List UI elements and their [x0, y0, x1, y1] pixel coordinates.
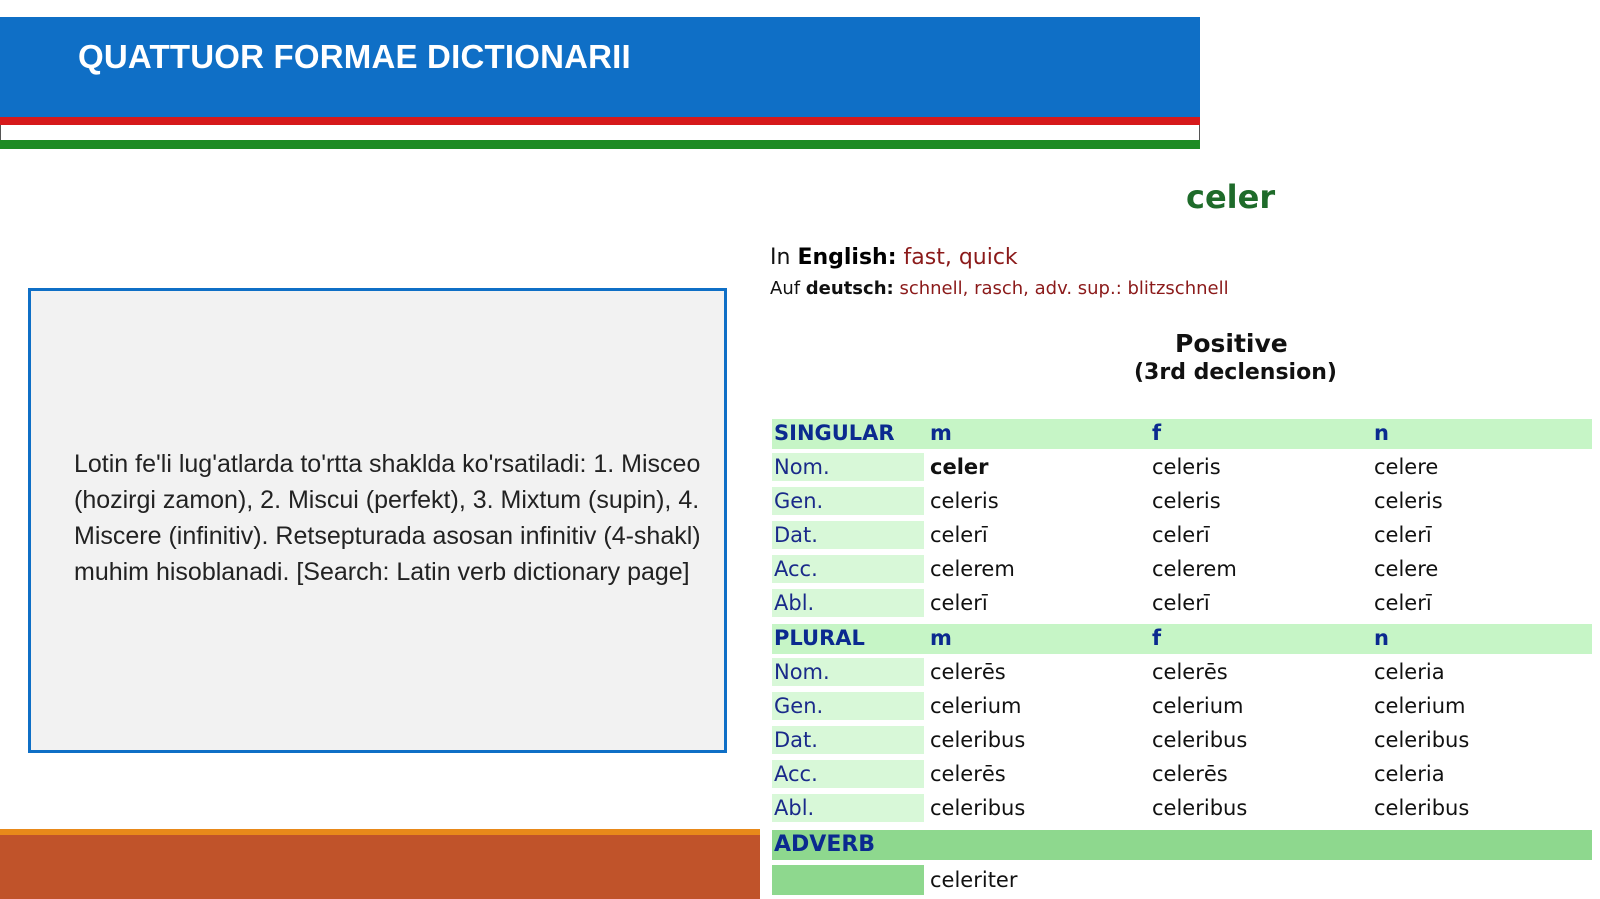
table-cell: celeria — [1374, 762, 1445, 786]
bottom-decor-strip — [0, 829, 760, 899]
table-cell: celeris — [1152, 455, 1221, 479]
table-cell: celerī — [1374, 523, 1432, 547]
case-label: Dat. — [772, 521, 924, 549]
table-cell: celerēs — [1152, 660, 1228, 684]
flag-stripe-green — [0, 140, 1200, 149]
case-label: Acc. — [772, 555, 924, 583]
text-box — [28, 288, 727, 753]
table-cell: celerium — [1374, 694, 1466, 718]
gender-n: n — [1374, 626, 1389, 650]
gender-f: f — [1152, 626, 1162, 650]
table-cell: celeris — [1374, 489, 1443, 513]
table-cell: celeris — [930, 489, 999, 513]
declension-subtitle: (3rd declension) — [1134, 360, 1337, 385]
case-label: Gen. — [772, 692, 924, 720]
table-cell: celer — [930, 455, 989, 479]
case-label: Nom. — [772, 658, 924, 686]
table-cell: celerī — [1152, 591, 1210, 615]
table-cell: celerī — [1152, 523, 1210, 547]
slide-title: QUATTUOR FORMAE DICTIONARII — [78, 38, 631, 75]
table-cell: celeribus — [1374, 796, 1470, 820]
table-cell: celere — [1374, 557, 1439, 581]
table-cell: celerēs — [930, 660, 1006, 684]
table-cell: celeribus — [930, 728, 1026, 752]
german-label: deutsch: — [805, 278, 894, 299]
adverb-header: ADVERB — [772, 830, 1592, 860]
english-prefix: In — [770, 245, 791, 270]
table-cell: celerēs — [1152, 762, 1228, 786]
table-cell: celerēs — [930, 762, 1006, 786]
case-label: Dat. — [772, 726, 924, 754]
table-cell: celerium — [930, 694, 1022, 718]
table-cell: celerem — [1152, 557, 1237, 581]
english-meaning: fast, quick — [903, 245, 1018, 270]
gender-m: m — [930, 626, 952, 650]
table-cell: celere — [1374, 455, 1439, 479]
gender-m: m — [930, 421, 952, 445]
case-label: Acc. — [772, 760, 924, 788]
adverb-value: celeriter — [930, 868, 1018, 892]
english-translation — [770, 245, 1018, 270]
table-cell: celeribus — [1152, 796, 1248, 820]
table-row — [772, 589, 1592, 619]
german-prefix: Auf — [770, 278, 801, 299]
dictionary-word: celer — [1186, 178, 1276, 216]
table-cell: celeribus — [1374, 728, 1470, 752]
table-cell: celerem — [930, 557, 1015, 581]
singular-header-row — [772, 419, 1592, 449]
plural-header-row — [772, 624, 1592, 654]
table-cell: celerium — [1152, 694, 1244, 718]
case-label: Gen. — [772, 487, 924, 515]
gender-f: f — [1152, 421, 1162, 445]
table-cell: celeribus — [930, 796, 1026, 820]
table-cell: celerī — [930, 523, 988, 547]
case-label: Abl. — [772, 589, 924, 617]
table-row — [772, 794, 1592, 824]
plural-label: PLURAL — [774, 626, 865, 650]
case-label: Abl. — [772, 794, 924, 822]
table-row — [772, 658, 1592, 688]
table-cell: celeria — [1374, 660, 1445, 684]
singular-label: SINGULAR — [774, 421, 895, 445]
table-cell: celeris — [1152, 489, 1221, 513]
table-cell: celerī — [1374, 591, 1432, 615]
adverb-label-cell — [772, 865, 924, 895]
flag-stripe-red — [0, 117, 1200, 125]
flag-stripe-white — [0, 125, 1200, 140]
table-row — [772, 453, 1592, 483]
table-cell: celerī — [930, 591, 988, 615]
table-row — [772, 487, 1592, 517]
table-row — [772, 692, 1592, 722]
table-row — [772, 760, 1592, 790]
german-meaning: schnell, rasch, adv. sup.: blitzschnell — [899, 278, 1229, 299]
english-label: English: — [797, 245, 897, 270]
table-row — [772, 555, 1592, 585]
case-label: Nom. — [772, 453, 924, 481]
degree-title: Positive — [1175, 329, 1288, 358]
gender-n: n — [1374, 421, 1389, 445]
table-row — [772, 521, 1592, 551]
german-translation — [770, 278, 1229, 299]
text-box-content: Lotin fe'li lug'atlarda to'rtta shaklda ko'rsatiladi: 1. Misceo (hozirgi zamon), 2. Miscui (perfekt), 3. Mixtum (supin), 4. Miscere (infinitiv). Retsepturada asosan infinitiv (4-shakl) muhim hisoblanadi. [Search: Latin verb dictionary page] — [74, 450, 701, 586]
table-row — [772, 726, 1592, 756]
table-cell: celeribus — [1152, 728, 1248, 752]
